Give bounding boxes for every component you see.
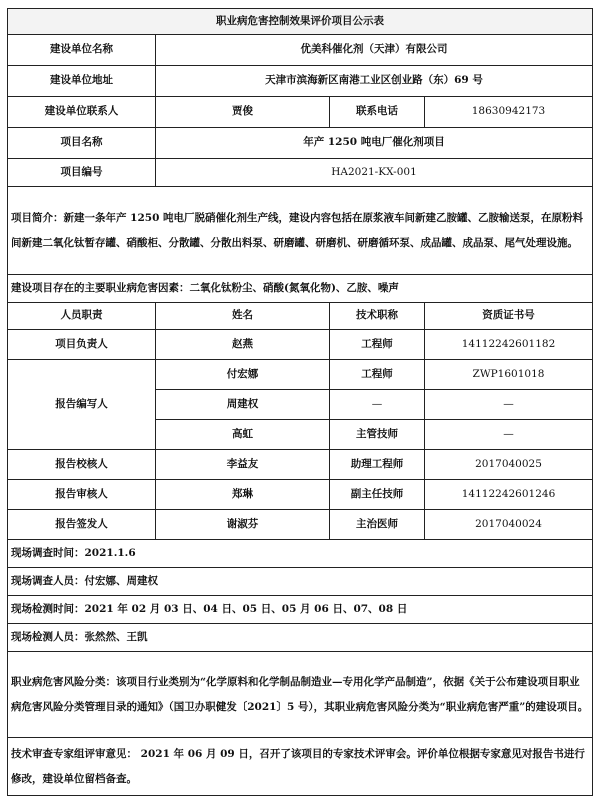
name-cell: 付宏娜	[156, 360, 330, 390]
disclosure-table	[7, 8, 593, 796]
survey-staff-row	[8, 568, 593, 596]
title-cell: 助理工程师	[330, 450, 425, 480]
title-cell: 副主任技师	[330, 480, 425, 510]
title-cell: 主管技师	[330, 420, 425, 450]
role-cell: 项目负责人	[8, 330, 156, 360]
name-cell: 李益友	[156, 450, 330, 480]
role-cell: 报告审核人	[8, 480, 156, 510]
disclosure-sheet	[7, 8, 592, 792]
phone-label: 联系电话	[330, 97, 425, 128]
unit-name-label: 建设单位名称	[8, 35, 156, 66]
cert-cell: ZWP1601018	[425, 360, 593, 390]
contact-label: 建设单位联系人	[8, 97, 156, 128]
header-cert: 资质证书号	[425, 303, 593, 330]
project-no-value: HA2021-KX-001	[156, 159, 593, 187]
detect-staff-row	[8, 624, 593, 652]
unit-name-value: 优美科催化剂（天津）有限公司	[156, 35, 593, 66]
table-title: 职业病危害控制效果评价项目公示表	[8, 9, 593, 35]
expert-opinion-row	[8, 738, 593, 796]
project-name-label: 项目名称	[8, 128, 156, 159]
unit-address-label: 建设单位地址	[8, 66, 156, 97]
survey-staff: 现场调查人员：付宏娜、周建权	[8, 568, 593, 596]
risk-class-row	[8, 652, 593, 738]
table-row	[8, 510, 593, 540]
intro-row	[8, 187, 593, 275]
unit-address-row	[8, 66, 593, 97]
staff-header-row	[8, 303, 593, 330]
table-row	[8, 360, 593, 390]
name-cell: 周建权	[156, 390, 330, 420]
role-cell: 报告签发人	[8, 510, 156, 540]
risk-classification: 职业病危害风险分类：该项目行业类别为“化学原料和化学制品制造业—专用化学产品制造”，依据《关于公布建设项目职业病危害风险分类管理目录的通知》（国卫办职健发〔2021〕5 号），其职业病危害风险分类为“职业病危害严重”的建设项目。	[8, 652, 593, 738]
detect-time: 现场检测时间：2021 年 02 月 03 日、04 日、05 日、05 月 06 日、07、08 日	[8, 596, 593, 624]
role-cell: 报告编写人	[8, 360, 156, 450]
cert-cell: —	[425, 390, 593, 420]
contact-row	[8, 97, 593, 128]
title-cell: 工程师	[330, 360, 425, 390]
project-intro: 项目简介：新建一条年产 1250 吨电厂脱硝催化剂生产线，建设内容包括在原浆液车间新建乙胺罐、乙胺输送泵，在原粉料间新建二氧化钛暂存罐、硝酸柜、分散罐、分散出料泵、研磨罐、研磨机、研磨循环泵、成品罐、成品泵、尾气处理设施。	[8, 187, 593, 275]
detect-staff: 现场检测人员：张然然、王凯	[8, 624, 593, 652]
project-name-value: 年产 1250 吨电厂催化剂项目	[156, 128, 593, 159]
hazards-row	[8, 275, 593, 303]
table-row	[8, 330, 593, 360]
cert-cell: 2017040025	[425, 450, 593, 480]
cert-cell: 14112242601246	[425, 480, 593, 510]
name-cell: 赵燕	[156, 330, 330, 360]
unit-address-value: 天津市滨海新区南港工业区创业路（东）69 号	[156, 66, 593, 97]
hazard-factors: 建设项目存在的主要职业病危害因素：二氧化钛粉尘、硝酸(氮氧化物)、乙胺、噪声	[8, 275, 593, 303]
cert-cell: 2017040024	[425, 510, 593, 540]
header-title: 技术职称	[330, 303, 425, 330]
table-row	[8, 450, 593, 480]
cert-cell: 14112242601182	[425, 330, 593, 360]
title-row	[8, 9, 593, 35]
title-cell: 工程师	[330, 330, 425, 360]
role-cell: 报告校核人	[8, 450, 156, 480]
name-cell: 郑琳	[156, 480, 330, 510]
header-role: 人员职责	[8, 303, 156, 330]
cert-cell: —	[425, 420, 593, 450]
expert-opinion: 技术审查专家组评审意见： 2021 年 06 月 09 日，召开了该项目的专家技术评审会。评价单位根据专家意见对报告书进行修改，建设单位留档备查。	[8, 738, 593, 796]
title-cell: —	[330, 390, 425, 420]
contact-value: 贾俊	[156, 97, 330, 128]
table-row	[8, 480, 593, 510]
name-cell: 谢淑芬	[156, 510, 330, 540]
detect-time-row	[8, 596, 593, 624]
project-no-label: 项目编号	[8, 159, 156, 187]
project-no-row	[8, 159, 593, 187]
unit-name-row	[8, 35, 593, 66]
phone-value: 18630942173	[425, 97, 593, 128]
survey-time-row	[8, 540, 593, 568]
project-name-row	[8, 128, 593, 159]
title-cell: 主治医师	[330, 510, 425, 540]
header-name: 姓名	[156, 303, 330, 330]
survey-time: 现场调查时间：2021.1.6	[8, 540, 593, 568]
name-cell: 高虹	[156, 420, 330, 450]
